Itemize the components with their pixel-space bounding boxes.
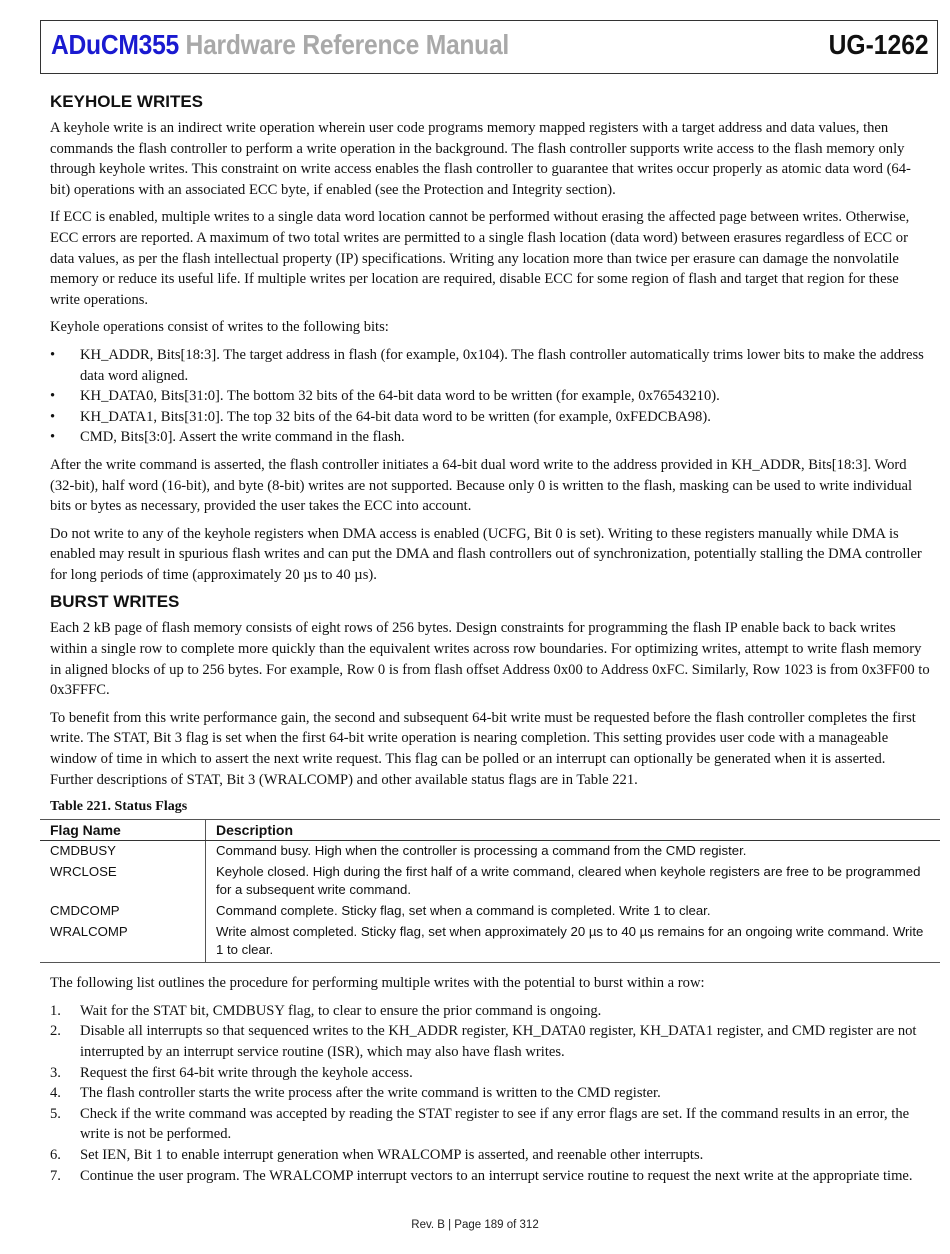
list-item [50, 407, 930, 428]
step-number: 4. [50, 1085, 61, 1102]
page-header [40, 20, 938, 74]
step-number: 5. [50, 1105, 61, 1122]
step-text: The flash controller starts the write process after the write command is written to the CMD register. [80, 1085, 661, 1102]
step-text: Wait for the STAT bit, CMDBUSY flag, to clear to ensure the prior command is ongoing. [80, 1002, 602, 1019]
keyhole-bit-list [50, 345, 930, 448]
step-number: 6. [50, 1146, 61, 1163]
step-text: Request the first 64-bit write through the keyhole access. [80, 1064, 413, 1081]
list-item-text: CMD, Bits[3:0]. Assert the write command in the flash. [80, 429, 405, 446]
burst-heading: BURST WRITES [50, 592, 180, 612]
bullet-marker: • [50, 346, 56, 363]
list-item [50, 1166, 930, 1187]
table-row [40, 862, 940, 901]
table-caption: Table 221. Status Flags [50, 799, 188, 815]
table-row [40, 901, 940, 922]
list-item [50, 345, 930, 386]
bullet-marker: • [50, 429, 56, 446]
page-footer: Rev. B | Page 189 of 312 [411, 1219, 539, 1231]
list-item-text: KH_DATA1, Bits[31:0]. The top 32 bits of the 64-bit data word to be written (for example, 0xFEDCBA98). [80, 408, 711, 425]
keyhole-heading: KEYHOLE WRITES [50, 92, 204, 111]
bullet-marker: • [50, 408, 56, 425]
step-number: 2. [50, 1023, 61, 1040]
step-text: Continue the user program. The WRALCOMP interrupt vectors to an interrupt service routine to request the next write at the appropriate time. [80, 1167, 913, 1184]
keyhole-paragraph-5: Do not write to any of the keyhole registers when DMA access is enabled (UCFG, Bit 0 is set). Writing to these registers manually while DMA is enabled may result in spurious flash writes and can put the DMA and flash controllers out of synchronization, potentially stalling the DMA controller for long periods of time (approximately 20 µs to 40 µs). [50, 525, 922, 583]
keyhole-paragraph-1: A keyhole write is an indirect write operation wherein user code programs memory mapped registers with a target address and data values, then commands the flash controller to perform a write operation in the background. The flash controller supports write access to the flash memory only through keyhole writes. This constraint on write access enables the flash controller to guarantee that writes occur properly as atomic data word (64-bit) operations with an associated ECC byte, if enabled (see the Protection and Integrity section). [50, 120, 911, 198]
document-id: UG-1262 [829, 29, 929, 60]
keyhole-paragraph-4: After the write command is asserted, the flash controller initiates a 64-bit dual word write to the address provided in KH_ADDR, Bits[18:3]. Word (32-bit), half word (16-bit), and byte (8-bit) writes are not supported. Because only 0 is written to the flash, masking can be used to write individual bits or bytes as necessary, provided the user takes the ECC into account. [50, 456, 913, 515]
table-row [40, 841, 940, 863]
step-number: 3. [50, 1064, 61, 1081]
status-flags-table [40, 819, 940, 963]
page-content [50, 92, 930, 1193]
list-item-text: KH_ADDR, Bits[18:3]. The target address in flash (for example, 0x104). The flash controller automatically trims lower bits to make the address data word aligned. [80, 346, 924, 384]
flag-name-cell: CMDCOMP [40, 901, 206, 922]
flag-name-cell: WRCLOSE [40, 862, 206, 901]
step-number: 1. [50, 1002, 61, 1019]
keyhole-paragraph-2: If ECC is enabled, multiple writes to a single data word location cannot be performed without erasing the affected page between writes. Otherwise, ECC errors are reported. A maximum of two total writes are permitted to a single flash location (data word) between erasures regardless of ECC or data values, as per the flash intellectual property (IP) specifications. Writing any location more than twice per erasure can damage the nonvolatile memory or reduce its useful life. If multiple writes per location are required, disable ECC for some region of flash and target that region for these write operations. [50, 209, 910, 308]
step-text: Set IEN, Bit 1 to enable interrupt generation when WRALCOMP is asserted, and reenable other interrupts. [80, 1146, 704, 1163]
burst-paragraph-1: Each 2 kB page of flash memory consists of eight rows of 256 bytes. Design constraints for programming the flash IP enable back to back writes within a single row to complete more quickly than the equivalent writes across row boundaries. For optimizing writes, attempt to write flash memory in aligned blocks of up to 256 bytes. For example, Row 0 is from flash offset Address 0x00 to Address 0xFC. Similarly, Row 1023 is from 0x3FF00 to 0x3FFFC. [50, 620, 930, 699]
procedure-steps [50, 1001, 930, 1186]
product-name: ADuCM355 [51, 29, 179, 60]
table-header-row [40, 820, 940, 841]
flag-description-cell: Keyhole closed. High during the first half of a write command, cleared when keyhole registers are free to be programmed for a subsequent write command. [216, 864, 921, 898]
list-item [50, 1063, 930, 1084]
flag-name-cell: WRALCOMP [40, 922, 206, 963]
column-header-flag-name: Flag Name [40, 820, 206, 841]
list-item [50, 1083, 930, 1104]
list-item [50, 386, 930, 407]
manual-title: Hardware Reference Manual [185, 29, 509, 60]
flag-name-cell: CMDBUSY [40, 841, 206, 863]
list-item [50, 1021, 930, 1062]
column-header-description: Description [206, 820, 941, 841]
list-item [50, 1001, 930, 1022]
flag-description-cell: Command complete. Sticky flag, set when a command is completed. Write 1 to clear. [216, 903, 711, 919]
list-item-text: KH_DATA0, Bits[31:0]. The bottom 32 bits of the 64-bit data word to be written (for example, 0x76543210). [80, 388, 720, 405]
burst-paragraph-2: To benefit from this write performance gain, the second and subsequent 64-bit write must be requested before the flash controller completes the first write. The STAT, Bit 3 flag is set when the first 64-bit write operation is nearing completion. This setting provides user code with a manageable window of time in which to assert the next write request. This flag can be polled or an interrupt can optionally be generated when it is asserted. Further descriptions of STAT, Bit 3 (WRALCOMP) and other available status flags are in Table 221. [50, 709, 916, 788]
flag-description-cell: Write almost completed. Sticky flag, set when approximately 20 µs to 40 µs remains for an ongoing write command. Write 1 to clear. [206, 922, 941, 963]
list-item [50, 427, 930, 448]
list-item [50, 1104, 930, 1145]
list-item [50, 1145, 930, 1166]
step-text: Disable all interrupts so that sequenced writes to the KH_ADDR register, KH_DATA0 register, KH_DATA1 register, and CMD register are not interrupted by an interrupt service routine (ISR), which may also have flash writes. [80, 1023, 917, 1060]
step-number: 7. [50, 1167, 61, 1184]
header-title [51, 29, 509, 61]
procedure-intro: The following list outlines the procedure for performing multiple writes with the potential to burst within a row: [50, 975, 705, 992]
table-row [40, 922, 940, 963]
keyhole-paragraph-3: Keyhole operations consist of writes to the following bits: [50, 319, 389, 336]
step-text: Check if the write command was accepted by reading the STAT register to see if any error flags are set. If the command results in an error, the write is not be performed. [80, 1105, 910, 1143]
bullet-marker: • [50, 388, 56, 405]
flag-description-cell: Command busy. High when the controller is processing a command from the CMD register. [216, 843, 747, 859]
